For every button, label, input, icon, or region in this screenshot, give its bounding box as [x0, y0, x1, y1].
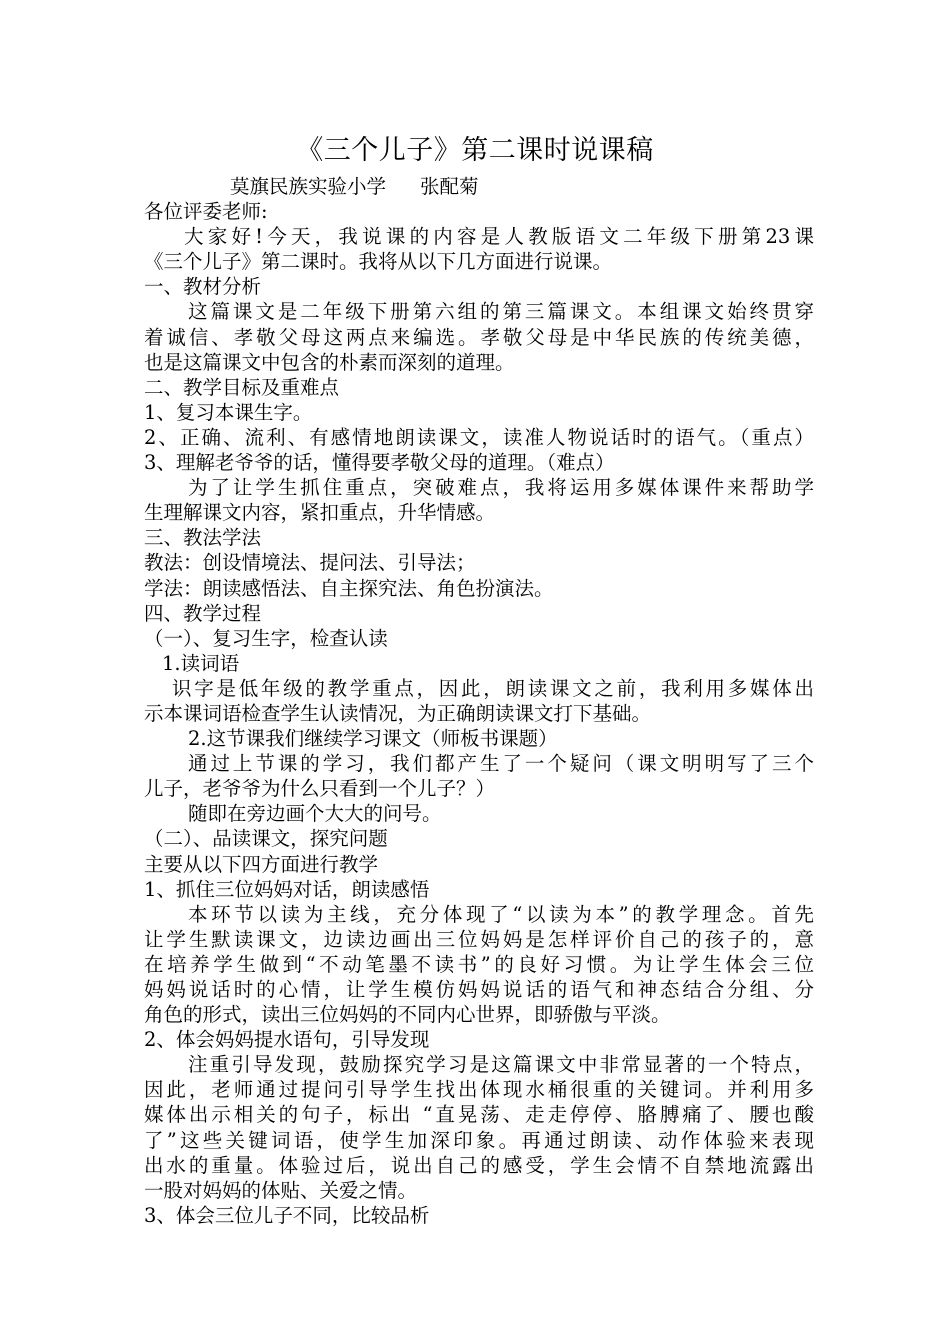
paragraph-line: 示本课词语检查学生认读情况，为正确朗读课文打下基础。 — [144, 701, 652, 725]
subsection-heading: （一）、复习生字，检查认读 — [144, 626, 388, 650]
paragraph-line: 随即在旁边画个大大的问号。 — [188, 802, 442, 826]
paragraph-line: 这篇课文是二年级下册第六组的第三篇课文。本组课文始终贯穿 — [188, 300, 814, 324]
paragraph-line: 1、抓住三位妈妈对话，朗读感悟 — [144, 877, 430, 901]
paragraph-line: 媒体出示相关的句子，标出 “直晃荡、走走停停、胳膊痛了、腰也酸 — [144, 1103, 814, 1127]
author-name: 张配菊 — [420, 175, 479, 198]
paragraph-line: 本环节以读为主线，充分体现了“以读为本”的教学理念。首先 — [188, 902, 814, 926]
paragraph-line: 2、正确、流利、有感情地朗读课文，读准人物说话时的语气。（重点） — [144, 425, 814, 449]
paragraph-line: 1.读词语 — [162, 651, 240, 675]
paragraph-line: 通过上节课的学习，我们都产生了一个疑问（课文明明写了三个 — [188, 752, 814, 776]
document-title: 《三个儿子》第二课时说课稿 — [296, 135, 654, 166]
section-heading: 三、教法学法 — [144, 526, 262, 550]
paragraph-line: 妈妈说话时的心情，让学生模仿妈妈说话的语气和神态结合分组、分 — [144, 978, 814, 1001]
paragraph-line: 各位评委老师: — [144, 200, 268, 224]
paragraph-line: 也是这篇课文中包含的朴素而深刻的道理。 — [144, 350, 515, 374]
section-heading: 一、教材分析 — [144, 275, 262, 299]
paragraph-line: 儿子，老爷爷为什么只看到一个儿子？） — [144, 777, 496, 801]
document-body — [144, 174, 814, 1228]
paragraph-line: 大家好!今天，我说课的内容是人教版语文二年级下册第23课 — [184, 225, 814, 249]
paragraph-line: 在培养学生做到“不动笔墨不读书”的良好习惯。为让学生体会三位 — [144, 952, 814, 976]
paragraph-line: 角色的形式，读出三位妈妈的不同内心世界，即骄傲与平淡。 — [144, 1003, 671, 1027]
section-heading: 二、教学目标及重难点 — [144, 375, 340, 399]
paragraph-line: 因此，老师通过提问引导学生找出体现水桶很重的关键词。并利用多 — [144, 1078, 814, 1102]
paragraph-line: 2.这节课我们继续学习课文（师板书课题） — [188, 727, 558, 751]
author-line — [144, 174, 814, 199]
paragraph-line: 了”这些关键词语，使学生加深印象。再通过朗读、动作体验来表现 — [144, 1128, 814, 1152]
paragraph-line: 生理解课文内容，紧扣重点，升华情感。 — [144, 501, 496, 525]
paragraph-line: 教法：创设情境法、提问法、引导法； — [144, 551, 476, 575]
paragraph-line: 2、体会妈妈提水语句，引导发现 — [144, 1028, 430, 1052]
paragraph-line: 为了让学生抓住重点，突破难点，我将运用多媒体课件来帮助学 — [188, 476, 814, 500]
paragraph-line: 3、体会三位儿子不同，比较品析 — [144, 1203, 430, 1227]
paragraph-line: 3、理解老爷爷的话，懂得要孝敬父母的道理。（难点） — [144, 451, 615, 475]
section-heading: 四、教学过程 — [144, 601, 262, 625]
paragraph-line: 一股对妈妈的体贴、关爱之情。 — [144, 1178, 418, 1202]
paragraph-line: 注重引导发现，鼓励探究学习是这篇课文中非常显著的一个特点， — [188, 1053, 814, 1077]
paragraph-line: 让学生默读课文，边读边画出三位妈妈是怎样评价自己的孩子的，意 — [144, 927, 814, 951]
paragraph-line: 主要从以下四方面进行教学 — [144, 852, 379, 876]
paragraph-line: 学法：朗读感悟法、自主探究法、角色扮演法。 — [144, 576, 554, 600]
author-school: 莫旗民族实验小学 — [230, 175, 387, 198]
paragraph-line: 1、复习本课生字。 — [144, 400, 313, 424]
subsection-heading: （二）、品读课文，探究问题 — [144, 827, 388, 851]
paragraph-line: 着诚信、孝敬父母这两点来编选。孝敬父母是中华民族的传统美德， — [144, 325, 814, 349]
paragraph-line: 《三个儿子》第二课时。我将从以下几方面进行说课。 — [144, 250, 613, 274]
paragraph-line: 出水的重量。体验过后，说出自己的感受，学生会情不自禁地流露出 — [144, 1153, 814, 1177]
paragraph-line: 识字是低年级的教学重点，因此，朗读课文之前，我利用多媒体出 — [172, 676, 814, 700]
